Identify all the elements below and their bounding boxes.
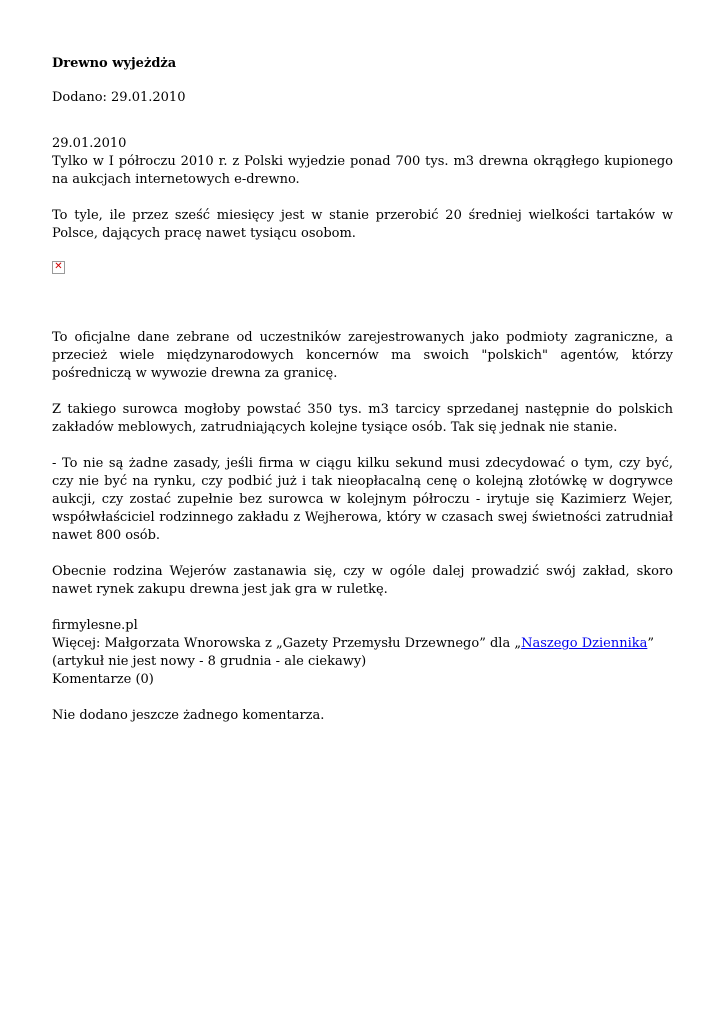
paragraph-3: To oficjalne dane zebrane od uczestników zarejestrowanych jako podmioty zagraniczne, a przecież wiele międzynarodowych koncernów ma swoich "polskich" agentów, którzy pośredniczą w wywozie drewna za granicę. [52, 330, 673, 381]
broken-image-x-icon: ✕ [54, 261, 63, 272]
broken-image-icon [52, 261, 65, 274]
comments-empty: Nie dodano jeszcze żadnego komentarza. [52, 708, 325, 723]
paragraph-2: To tyle, ile przez sześć miesięcy jest w stanie przerobić 20 średniej wielkości tartaków w Polsce, dających pracę nawet tysiącu osobom. [52, 208, 673, 241]
paragraph-4: Z takiego surowca mogłoby powstać 350 tys. m3 tarcicy sprzedanej następnie do polskich zakładów meblowych, zatrudniających kolejne tysiące osób. Tak się jednak nie stanie. [52, 402, 673, 435]
source-text: firmylesne.pl [52, 618, 138, 633]
more-suffix: ” [647, 636, 655, 651]
lead-text: Tylko w I półroczu 2010 r. z Polski wyjedzie ponad 700 tys. m3 drewna okrągłego kupionego na aukcjach internetowych e-drewno. [52, 154, 673, 187]
article-lead [52, 135, 673, 189]
comments-header: Komentarze (0) [52, 672, 154, 687]
paragraph-5: - To nie są żadne zasady, jeśli firma w ciągu kilku sekund musi zdecydować o tym, czy być, czy nie być na rynku, czy podbić już i tak nieopłacalną cenę o kolejną złotówkę w dogrywce aukcji, czy zostać zupełnie bez surowca w kolejnym półroczu - irytuje się Kazimierz Wejer, współwłaściciel rodzinnego zakładu z Wejherowa, który w czasach swej świetności zatrudniał nawet 800 osób. [52, 456, 673, 543]
more-line [52, 635, 673, 653]
article-title: Drewno wyjeżdża [52, 56, 177, 71]
more-prefix: Więcej: Małgorzata Wnorowska z „Gazety Przemysłu Drzewnego” dla „ [52, 636, 522, 651]
added-date: Dodano: 29.01.2010 [52, 90, 186, 105]
paragraph-6: Obecnie rodzina Wejerów zastanawia się, czy w ogóle dalej prowadzić swój zakład, skoro nawet rynek zakupu drewna jest jak gra w ruletkę. [52, 564, 673, 597]
article-note: (artykuł nie jest nowy - 8 grudnia - ale ciekawy) [52, 654, 367, 669]
article-date: 29.01.2010 [52, 136, 127, 151]
naszego-dziennika-link[interactable]: Naszego Dziennika [521, 636, 648, 651]
article-footer [52, 617, 673, 689]
